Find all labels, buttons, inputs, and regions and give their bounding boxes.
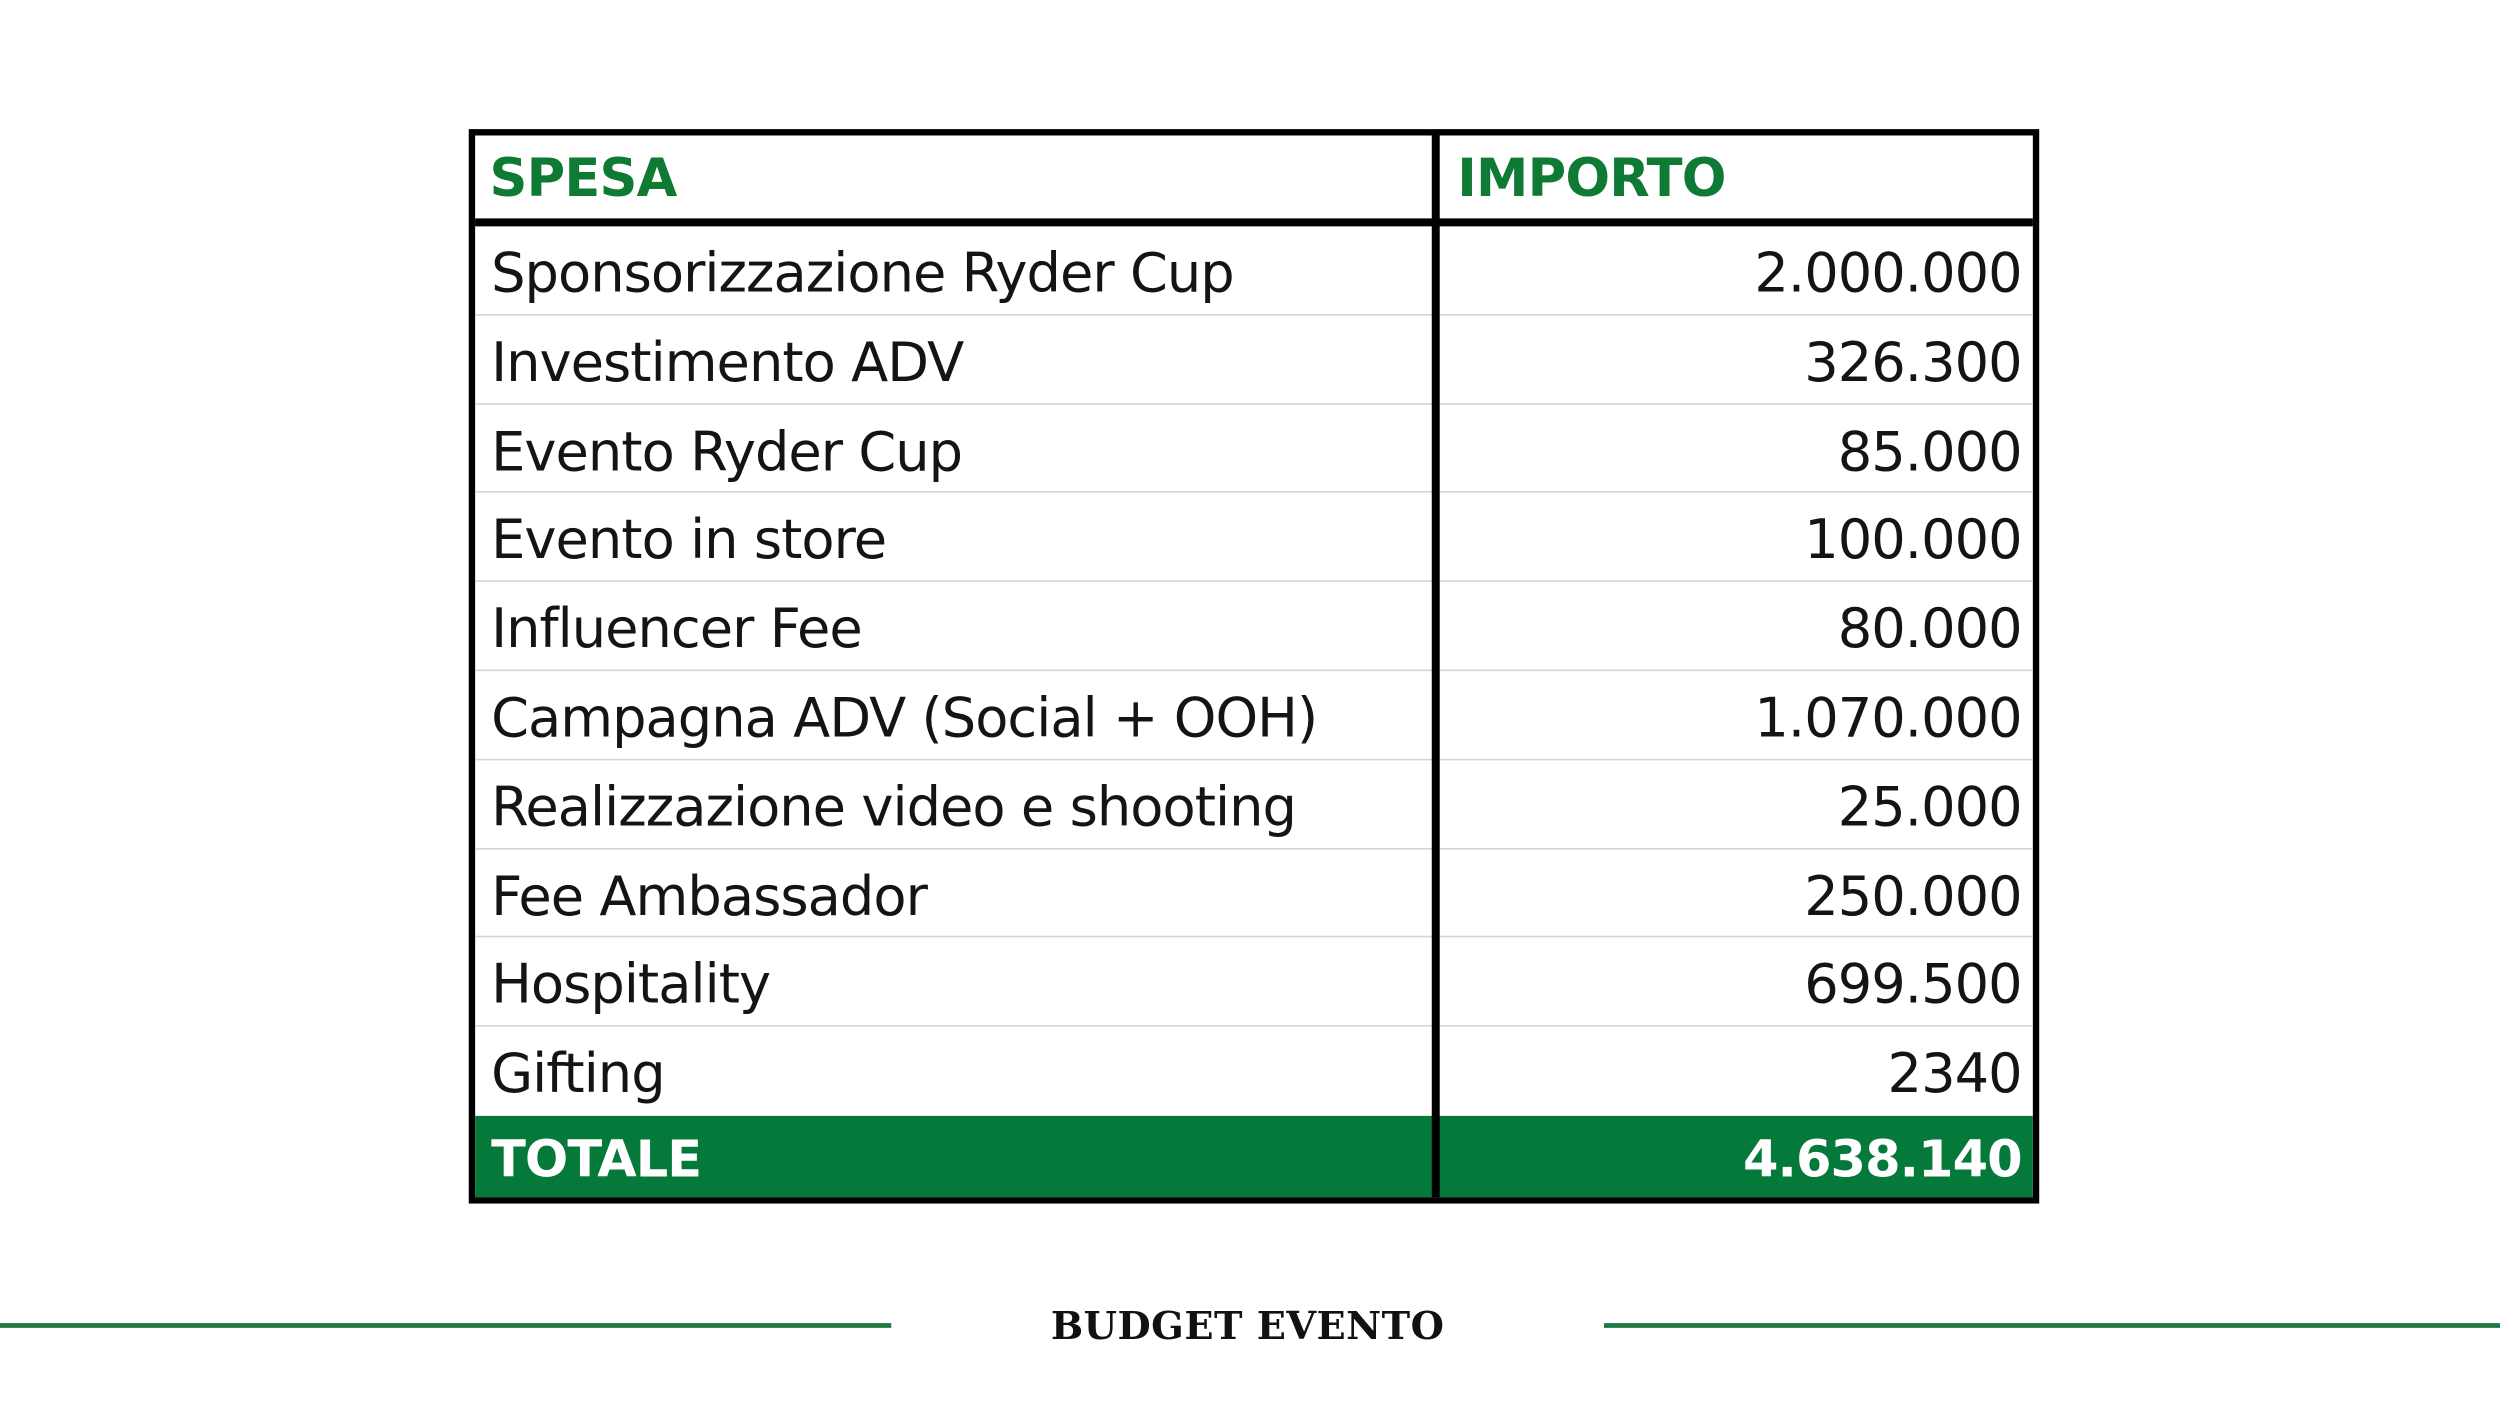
expense-label: Realizzazione video e shooting (491, 775, 1296, 840)
footer-divider-left (0, 1323, 891, 1328)
expense-label: Sponsorizzazione Ryder Cup (491, 242, 1234, 307)
total-row (475, 1116, 2033, 1197)
expense-amount: 85.000 (1837, 420, 2022, 484)
table-row (475, 226, 2033, 315)
expense-amount: 699.500 (1804, 953, 2022, 1018)
footer-title: BUDGET EVENTO (1050, 1302, 1445, 1349)
table-row (475, 760, 2033, 849)
table-row (475, 493, 2033, 582)
expense-amount: 1.070.000 (1754, 687, 2022, 751)
header-importo: IMPORTO (1457, 146, 1726, 209)
header-spesa: SPESA (489, 146, 677, 209)
expense-label: Gifting (491, 1042, 665, 1107)
expense-amount: 250.000 (1804, 864, 2022, 929)
expense-label: Influencer Fee (491, 598, 862, 662)
budget-table (469, 129, 2039, 1203)
expense-label: Campagna ADV (Social + OOH) (491, 687, 1318, 751)
expense-amount: 2.000.000 (1754, 242, 2022, 307)
table-row (475, 582, 2033, 671)
table-row (475, 315, 2033, 404)
table-row (475, 938, 2033, 1027)
expense-label: Evento Ryder Cup (491, 420, 963, 484)
expense-amount: 25.000 (1837, 775, 2022, 840)
expense-label: Evento in store (491, 509, 887, 573)
expense-amount: 80.000 (1837, 598, 2022, 662)
table-row (475, 671, 2033, 760)
expense-label: Investimento ADV (491, 331, 964, 396)
total-amount: 4.638.140 (1743, 1128, 2022, 1190)
footer-divider-right (1604, 1323, 2500, 1328)
expense-label: Hospitality (491, 953, 771, 1018)
total-label: TOTALE (491, 1128, 702, 1190)
column-divider (1432, 135, 1440, 1197)
table-row (475, 1027, 2033, 1116)
expense-label: Fee Ambassador (491, 864, 927, 929)
table-row (475, 849, 2033, 938)
table-row (475, 404, 2033, 493)
table-header-row (475, 135, 2033, 226)
expense-amount: 2340 (1887, 1042, 2022, 1107)
table-body (475, 226, 2033, 1115)
expense-amount: 100.000 (1804, 509, 2022, 573)
expense-amount: 326.300 (1804, 331, 2022, 396)
